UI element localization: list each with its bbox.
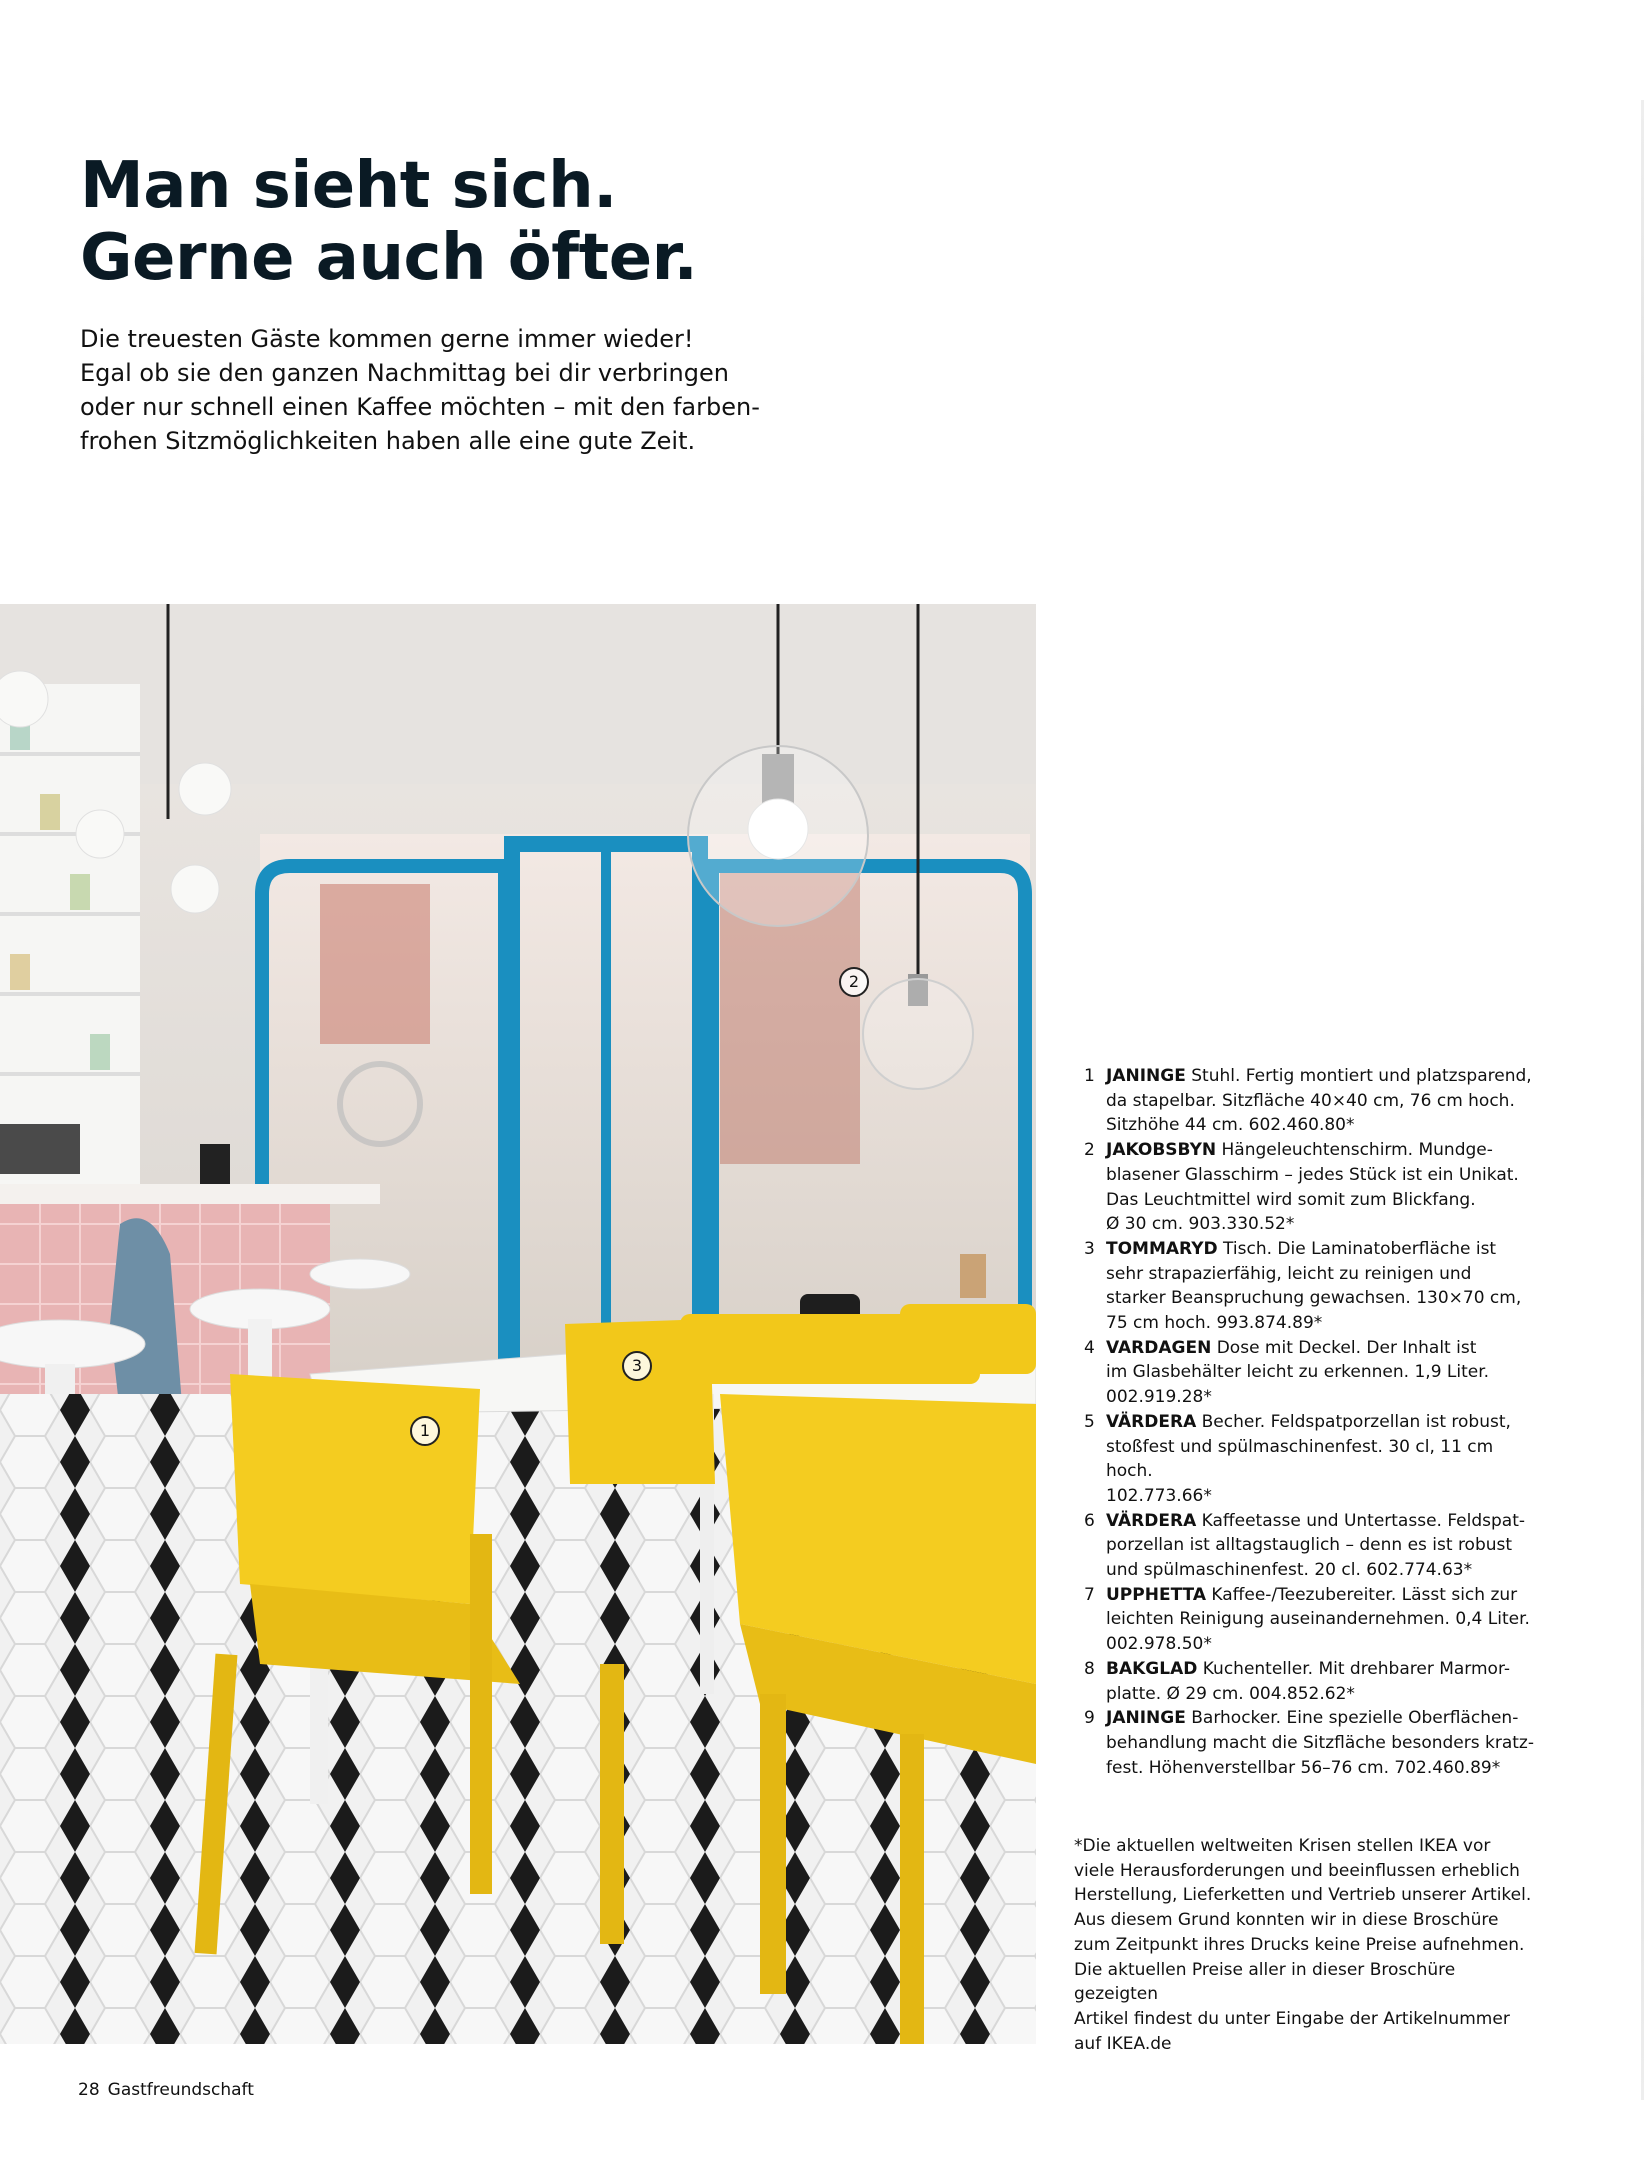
product-description: JANINGE Barhocker. Eine spezielle Oberflächen- behandlung macht die Sitzfläche besonders kratz- fest. Höhenverstellbar 56–76 cm. 702.460.89*: [1106, 1708, 1534, 1778]
intro-line: Egal ob sie den ganzen Nachmittag bei dir verbringen: [80, 359, 729, 387]
intro-line: frohen Sitzmöglichkeiten haben alle eine gute Zeit.: [80, 427, 696, 455]
product-number: 4: [1084, 1337, 1095, 1358]
footnote-line: *Die aktuellen weltweiten Krisen stellen IKEA vor: [1074, 1836, 1491, 1856]
marker-2: 2: [839, 967, 869, 997]
product-description: UPPHETTA Kaffee-/Teezubereiter. Lässt sich zur leichten Reinigung auseinandernehmen. 0,4 Liter. 002.978.50*: [1106, 1584, 1530, 1655]
product-number: 6: [1084, 1510, 1095, 1531]
product-item: [1080, 1064, 1540, 1138]
product-item: [1080, 1509, 1540, 1583]
product-name: UPPHETTA: [1106, 1584, 1206, 1605]
headline-line-2: Gerne auch öfter.: [80, 221, 698, 295]
product-description: VÄRDERA Becher. Feldspatporzellan ist robust, stoßfest und spülmaschinenfest. 30 cl, 11 cm hoch. 102.773.66*: [1106, 1411, 1511, 1506]
intro-paragraph: [80, 322, 760, 458]
product-description: TOMMARYD Tisch. Die Laminatoberfläche ist sehr strapazierfähig, leicht zu reinigen und starker Beanspruchung gewachsen. 130×70 cm, 75 cm hoch. 993.874.89*: [1106, 1238, 1522, 1334]
cafe-interior-photo: [0, 604, 1036, 2044]
marker-3: 3: [622, 1351, 652, 1381]
price-footnote: [1074, 1834, 1544, 2056]
product-item: [1080, 1583, 1540, 1657]
footnote-line: viele Herausforderungen und beeinflussen erheblich: [1074, 1860, 1520, 1881]
page-headline: [80, 150, 980, 294]
product-item: [1080, 1706, 1540, 1780]
product-name: JANINGE: [1106, 1066, 1186, 1086]
product-list: [1080, 1064, 1540, 1780]
product-item: [1080, 1336, 1540, 1410]
product-name: VARDAGEN: [1106, 1337, 1212, 1358]
product-name: JANINGE: [1106, 1708, 1186, 1729]
intro-line: Die treuesten Gäste kommen gerne immer wieder!: [80, 325, 694, 353]
footnote-line: Die aktuellen Preise aller in dieser Broschüre gezeigten: [1074, 1959, 1456, 2005]
product-number: 1: [1084, 1066, 1095, 1086]
section-name: Gastfreundschaft: [107, 2080, 254, 2100]
footnote-line: zum Zeitpunkt ihres Drucks keine Preise aufnehmen.: [1074, 1934, 1525, 1955]
product-name: VÄRDERA: [1106, 1510, 1197, 1531]
product-description: JAKOBSBYN Hängeleuchtenschirm. Mundge- blasener Glasschirm – jedes Stück ist ein Unikat. Das Leuchtmittel wird somit zum Blickfang. Ø 30 cm. 903.330.52*: [1106, 1140, 1519, 1235]
footnote-line: Artikel findest du unter Eingabe der Artikelnummer: [1074, 2008, 1510, 2029]
product-number: 5: [1084, 1411, 1095, 1432]
marker-1: 1: [410, 1416, 440, 1446]
product-number: 7: [1084, 1584, 1095, 1605]
product-description: JANINGE Stuhl. Fertig montiert und platzsparend, da stapelbar. Sitzfläche 40×40 cm, 76 cm hoch. Sitzhöhe 44 cm. 602.460.80*: [1106, 1066, 1532, 1136]
footnote-line: Aus diesem Grund konnten wir in diese Broschüre: [1074, 1910, 1499, 1931]
page-folio: [78, 2080, 262, 2100]
product-number: 9: [1084, 1708, 1095, 1729]
page-number: 28: [78, 2080, 100, 2100]
product-description: VÄRDERA Kaffeetasse und Untertasse. Feldspat- porzellan ist alltagstauglich – denn es ist robust und spülmaschinenfest. 20 cl. 602.774.63*: [1106, 1510, 1526, 1581]
product-number: 2: [1084, 1140, 1095, 1161]
product-name: VÄRDERA: [1106, 1411, 1197, 1432]
headline-line-1: Man sieht sich.: [80, 149, 617, 223]
product-item: [1080, 1657, 1540, 1706]
cafe-illustration: [0, 604, 1036, 2044]
product-description: VARDAGEN Dose mit Deckel. Der Inhalt ist im Glasbehälter leicht zu erkennen. 1,9 Liter. 002.919.28*: [1106, 1337, 1490, 1408]
product-number: 3: [1084, 1238, 1095, 1259]
product-item: [1080, 1138, 1540, 1237]
product-name: TOMMARYD: [1106, 1238, 1218, 1259]
product-name: BAKGLAD: [1106, 1658, 1198, 1679]
product-number: 8: [1084, 1658, 1095, 1679]
footnote-line: Herstellung, Lieferketten und Vertrieb unserer Artikel.: [1074, 1885, 1532, 1906]
product-description: BAKGLAD Kuchenteller. Mit drehbarer Marmor- platte. Ø 29 cm. 004.852.62*: [1106, 1658, 1510, 1704]
product-name: JAKOBSBYN: [1106, 1140, 1217, 1161]
product-item: [1080, 1237, 1540, 1336]
intro-line: oder nur schnell einen Kaffee möchten – mit den farben-: [80, 393, 760, 421]
product-item: [1080, 1410, 1540, 1509]
footnote-line: auf IKEA.de: [1074, 2033, 1172, 2054]
